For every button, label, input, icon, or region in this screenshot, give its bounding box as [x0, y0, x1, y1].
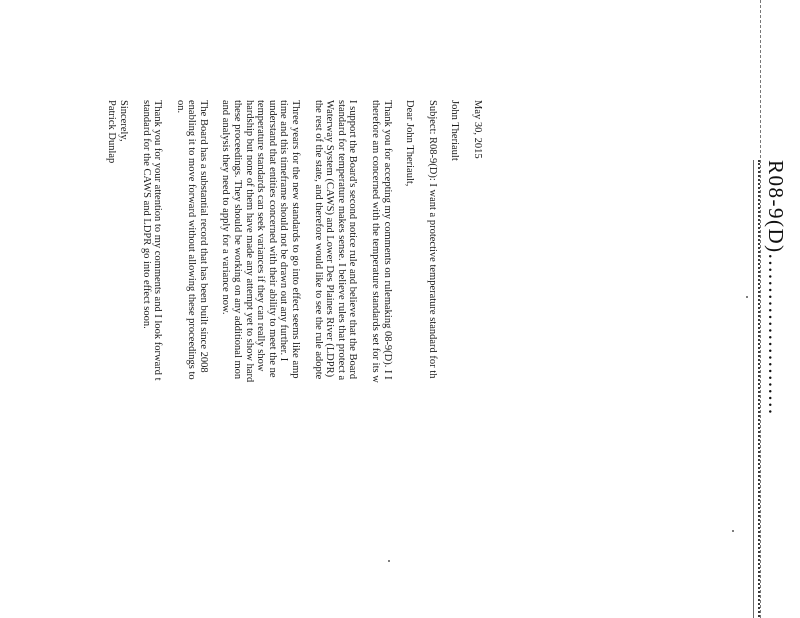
letter-paragraph [369, 100, 392, 618]
paragraph-line: therefore am concerned with the temperature standards set for its w [370, 100, 382, 383]
paragraph-line: hardship but none of them have made any attempt yet to show hard [243, 100, 255, 383]
letter-date: May 30, 2015 [472, 100, 483, 159]
paragraph-line: on. [174, 100, 186, 114]
paragraph-line: enabling it to move forward without allowing these proceedings to [186, 100, 198, 380]
scan-edge-marks [752, 0, 761, 618]
letter-subject: Subject: R08-9(D): I want a protective temperature standard for th [426, 100, 438, 379]
docket-number: R08-9(D)........................ [764, 160, 788, 416]
paragraph-line: I support the Board's second notice rule and believe that the Board [347, 100, 359, 380]
paragraph-line: temperature standards can seek variances if they can really show [255, 100, 267, 372]
paragraph-line: Thank you for your attention to my comments and I look forward t [152, 100, 164, 381]
letter-recipient: John Theriault [449, 100, 461, 161]
letter-signer: Patrick Dunlap [106, 100, 118, 164]
paragraph-line: standard for temperature makes sense. I believe rules that protect a [335, 100, 347, 381]
paragraph-line: standard for the CAWS and LDPR go into effect soon. [140, 100, 152, 329]
paragraph-line: understand that entities concerned with their ability to meet the ne [266, 100, 278, 378]
letter-paragraph [220, 100, 301, 618]
signature-block [106, 100, 129, 618]
letter-paragraph [174, 100, 209, 618]
letter-paragraph [312, 100, 358, 618]
paragraph-line: these proceedings. They should be working on any additional mon [232, 100, 244, 380]
paragraph-line: time and this timeframe should not be drawn out any further. I [278, 100, 290, 362]
paragraph-line: The Board has a substantial record that has been built since 2008 [197, 100, 209, 373]
letter-body [106, 100, 483, 618]
paragraph-line: Three years for the new standards to go into effect seems like amp [290, 100, 302, 379]
paragraph-line: Thank you for accepting my comments on rulemaking 08-9(D). I I [381, 100, 393, 380]
letter-salutation: Dear John Theriault, [404, 100, 416, 187]
paragraph-line: and analysis they need to apply for a variance now. [220, 100, 232, 315]
paragraph-line: Waterway System (CAWS) and Lower Des Plaines River (LDPR) [324, 100, 336, 378]
scan-speck [732, 530, 734, 532]
scan-speck [388, 560, 390, 562]
letter-closing: Sincerely, [117, 100, 129, 142]
letter-paragraph [140, 100, 163, 618]
scan-speck [746, 296, 748, 298]
paragraph-line: the rest of the state, and therefore would like to see the rule adopte [312, 100, 324, 380]
